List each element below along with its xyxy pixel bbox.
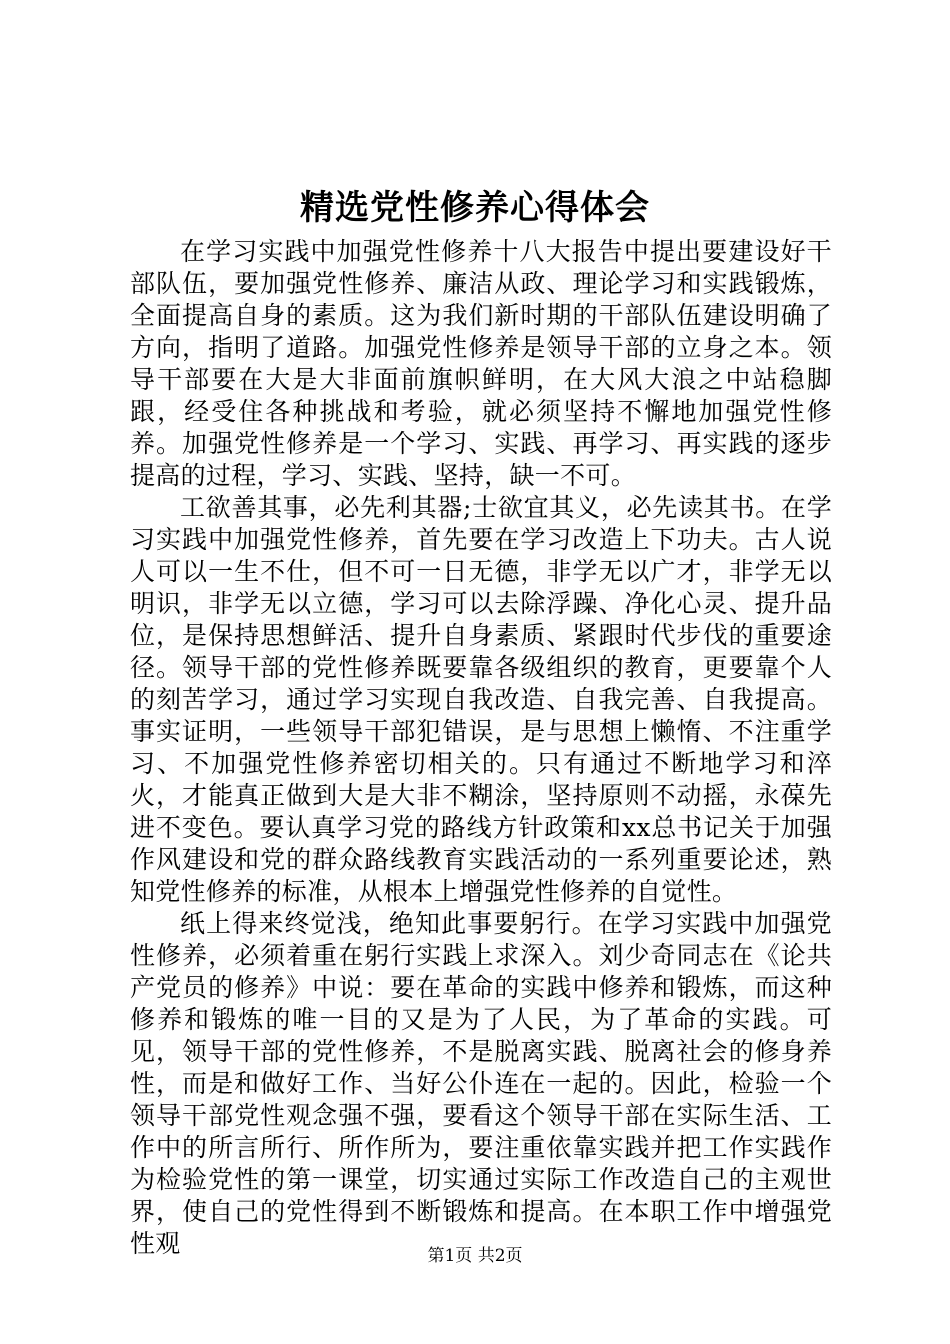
document-body: [130, 236, 832, 1260]
paragraph-1: 在学习实践中加强党性修养十八大报告中提出要建设好干部队伍，要加强党性修养、廉洁从政、理论学习和实践锻炼，全面提高自身的素质。这为我们新时期的干部队伍建设明确了方向，指明了道路。加强党性修养是领导干部的立身之本。领导干部要在大是大非面前旗帜鲜明，在大风大浪之中站稳脚跟，经受住各种挑战和考验，就必须坚持不懈地加强党性修养。加强党性修养是一个学习、实践、再学习、再实践的逐步提高的过程，学习、实践、坚持，缺一不可。: [130, 237, 832, 490]
paragraph-3: 纸上得来终觉浅，绝知此事要躬行。在学习实践中加强党性修养，必须着重在躬行实践上求深入。刘少奇同志在《论共产党员的修养》中说：要在革命的实践中修养和锻炼，而这种修养和锻炼的唯一目的又是为了人民，为了革命的实践。可见，领导干部的党性修养，不是脱离实践、脱离社会的修身养性，而是和做好工作、当好公仆连在一起的。因此，检验一个领导干部党性观念强不强，要看这个领导干部在实际生活、工作中的所言所行、所作所为，要注重依靠实践并把工作实践作为检验党性的第一课堂，切实通过实际工作改造自己的主观世界，使自己的党性得到不断锻炼和提高。在本职工作中增强党性观: [130, 909, 832, 1258]
paragraph-2: 工欲善其事，必先利其器;士欲宜其义，必先读其书。在学习实践中加强党性修养，首先要在学习改造上下功夫。古人说人可以一生不仕，但不可一日无德，非学无以广才，非学无以明识，非学无以立德，学习可以去除浮躁、净化心灵、提升品位，是保持思想鲜活、提升自身素质、紧跟时代步伐的重要途径。领导干部的党性修养既要靠各级组织的教育，更要靠个人的刻苦学习，通过学习实现自我改造、自我完善、自我提高。事实证明，一些领导干部犯错误，是与思想上懒惰、不注重学习、不加强党性修养密切相关的。只有通过不断地学习和淬火，才能真正做到大是大非不糊涂，坚持原则不动摇，永葆先进不变色。要认真学习党的路线方针政策和xx总书记关于加强作风建设和党的群众路线教育实践活动的一系列重要论述，熟知党性修养的标准，从根本上增强党性修养的自觉性。: [130, 493, 832, 906]
document-title: 精选党性修养心得体会: [300, 188, 650, 228]
page-number-footer: 第1页 共2页: [427, 1246, 523, 1266]
